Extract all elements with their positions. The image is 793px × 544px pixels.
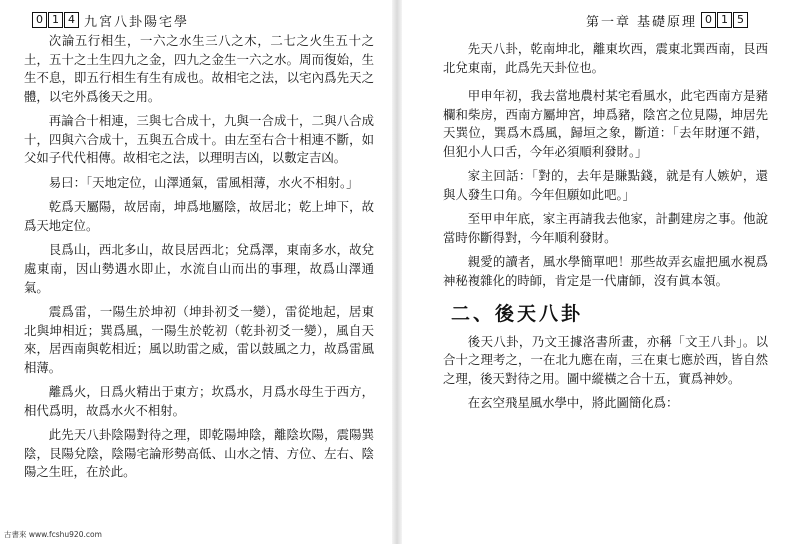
left-page-header — [28, 11, 189, 29]
paragraph: 此先天八卦陰陽對待之理，即乾陽坤陰，離陰坎陽，震陽巽陰，艮陽兌陰，陰陽宅論形勢高低、山水之情、方位、左右、陰陽之生旺，在於此。 — [24, 427, 374, 480]
section-heading: 二、後天八卦 — [451, 302, 584, 325]
right-page-header — [586, 11, 753, 29]
paragraph: 次論五行相生，一六之水生三八之木，二七之火生五十之土，五十之土生四九之金，四九之金生一六之水。周而復始，生生不息，即五行相生有生有成也。故相宅之法，以宅內爲先天之體，以宅外爲後天之用。 — [24, 33, 374, 104]
page-number-digit: 5 — [733, 12, 748, 28]
paragraph: 至甲申年底，家主再請我去他家，計劃建房之事。他說當時你斷得對，今年順利發財。 — [443, 211, 768, 245]
right-page-body — [443, 40, 768, 413]
right-page-number — [701, 12, 749, 28]
paragraph: 後天八卦，乃文王據洛書所畫，亦稱「文王八卦」。以合十之理考之，一在北九應在南，三在東七應於西，皆自然之理，後天對待之用。圖中縱橫之合十五，實爲神妙。 — [443, 333, 768, 386]
paragraph: 乾爲天屬陽，故居南，坤爲地屬陰，故居北；乾上坤下，故爲天地定位。 — [24, 199, 374, 233]
page-number-digit: 4 — [64, 12, 79, 28]
left-page-number — [32, 12, 80, 28]
paragraph: 甲申年初，我去當地農村某宅看風水，此宅西南方是豬欄和柴房，西南方屬坤宮，坤爲豬，陰宮之位見陽，坤居先天巽位，巽爲木爲風，歸垣之象，斷道：「去年財運不錯，但犯小人口舌，今年必須順利發財。」 — [443, 88, 768, 159]
page-number-digit: 1 — [717, 12, 732, 28]
page-number-digit: 0 — [32, 12, 47, 28]
paragraph: 家主回話：「對的，去年是賺點錢，就是有人嫉妒，還與人發生口角。今年但願如此吧。」 — [443, 168, 768, 202]
paragraph: 親愛的讀者，風水學簡單吧！那些故弄玄虛把風水視爲神秘複雜化的時師，肯定是一代庸師，沒有眞本領。 — [443, 254, 768, 289]
paragraph: 先天八卦，乾南坤北，離東坎西，震東北巽西南，艮西北兌東南，此爲先天卦位也。 — [443, 41, 768, 75]
left-page-body — [24, 32, 374, 482]
page-number-digit: 0 — [701, 12, 716, 28]
paragraph: 在玄空飛星風水學中，將此圖簡化爲： — [467, 395, 679, 411]
paragraph: 艮爲山，西北多山，故艮居西北；兌爲澤，東南多水，故兌處東南，因山勢遇水即止，水流自山而出的事理，故爲山澤通氣。 — [24, 242, 374, 295]
paragraph: 易曰：「天地定位，山澤通氣，雷風相薄，水火不相射。」 — [48, 174, 359, 190]
right-page — [397, 0, 793, 544]
paragraph: 震爲雷，一陽生於坤初（坤卦初爻一變），雷從地起，居東北與坤相近；巽爲風，一陽生於乾初（乾卦初爻一變），風自天來，居西南與乾相近；風以助雷之威，雷以鼓風之力，故爲雷風相薄。 — [24, 304, 374, 375]
book-title: 九宮八卦陽宅學 — [84, 14, 190, 30]
chapter-title: 基礎原理 — [636, 14, 697, 30]
page-number-digit: 1 — [48, 12, 63, 28]
paragraph: 離爲火，日爲火精出于東方；坎爲水，月爲水母生于西方，相代爲明，故爲水火不相射。 — [24, 384, 374, 418]
source-watermark: 古書來 www.fcshu920.com — [4, 530, 102, 539]
chapter-number: 第一章 — [585, 14, 631, 30]
paragraph: 再論合十相連，三與七合成十，九與一合成十，二與八合成十，四與六合成十，五與五合成十。由左至右合十相連不斷，如父如子代代相傳。故相宅之法，以理明吉凶，以數定吉凶。 — [24, 113, 374, 166]
